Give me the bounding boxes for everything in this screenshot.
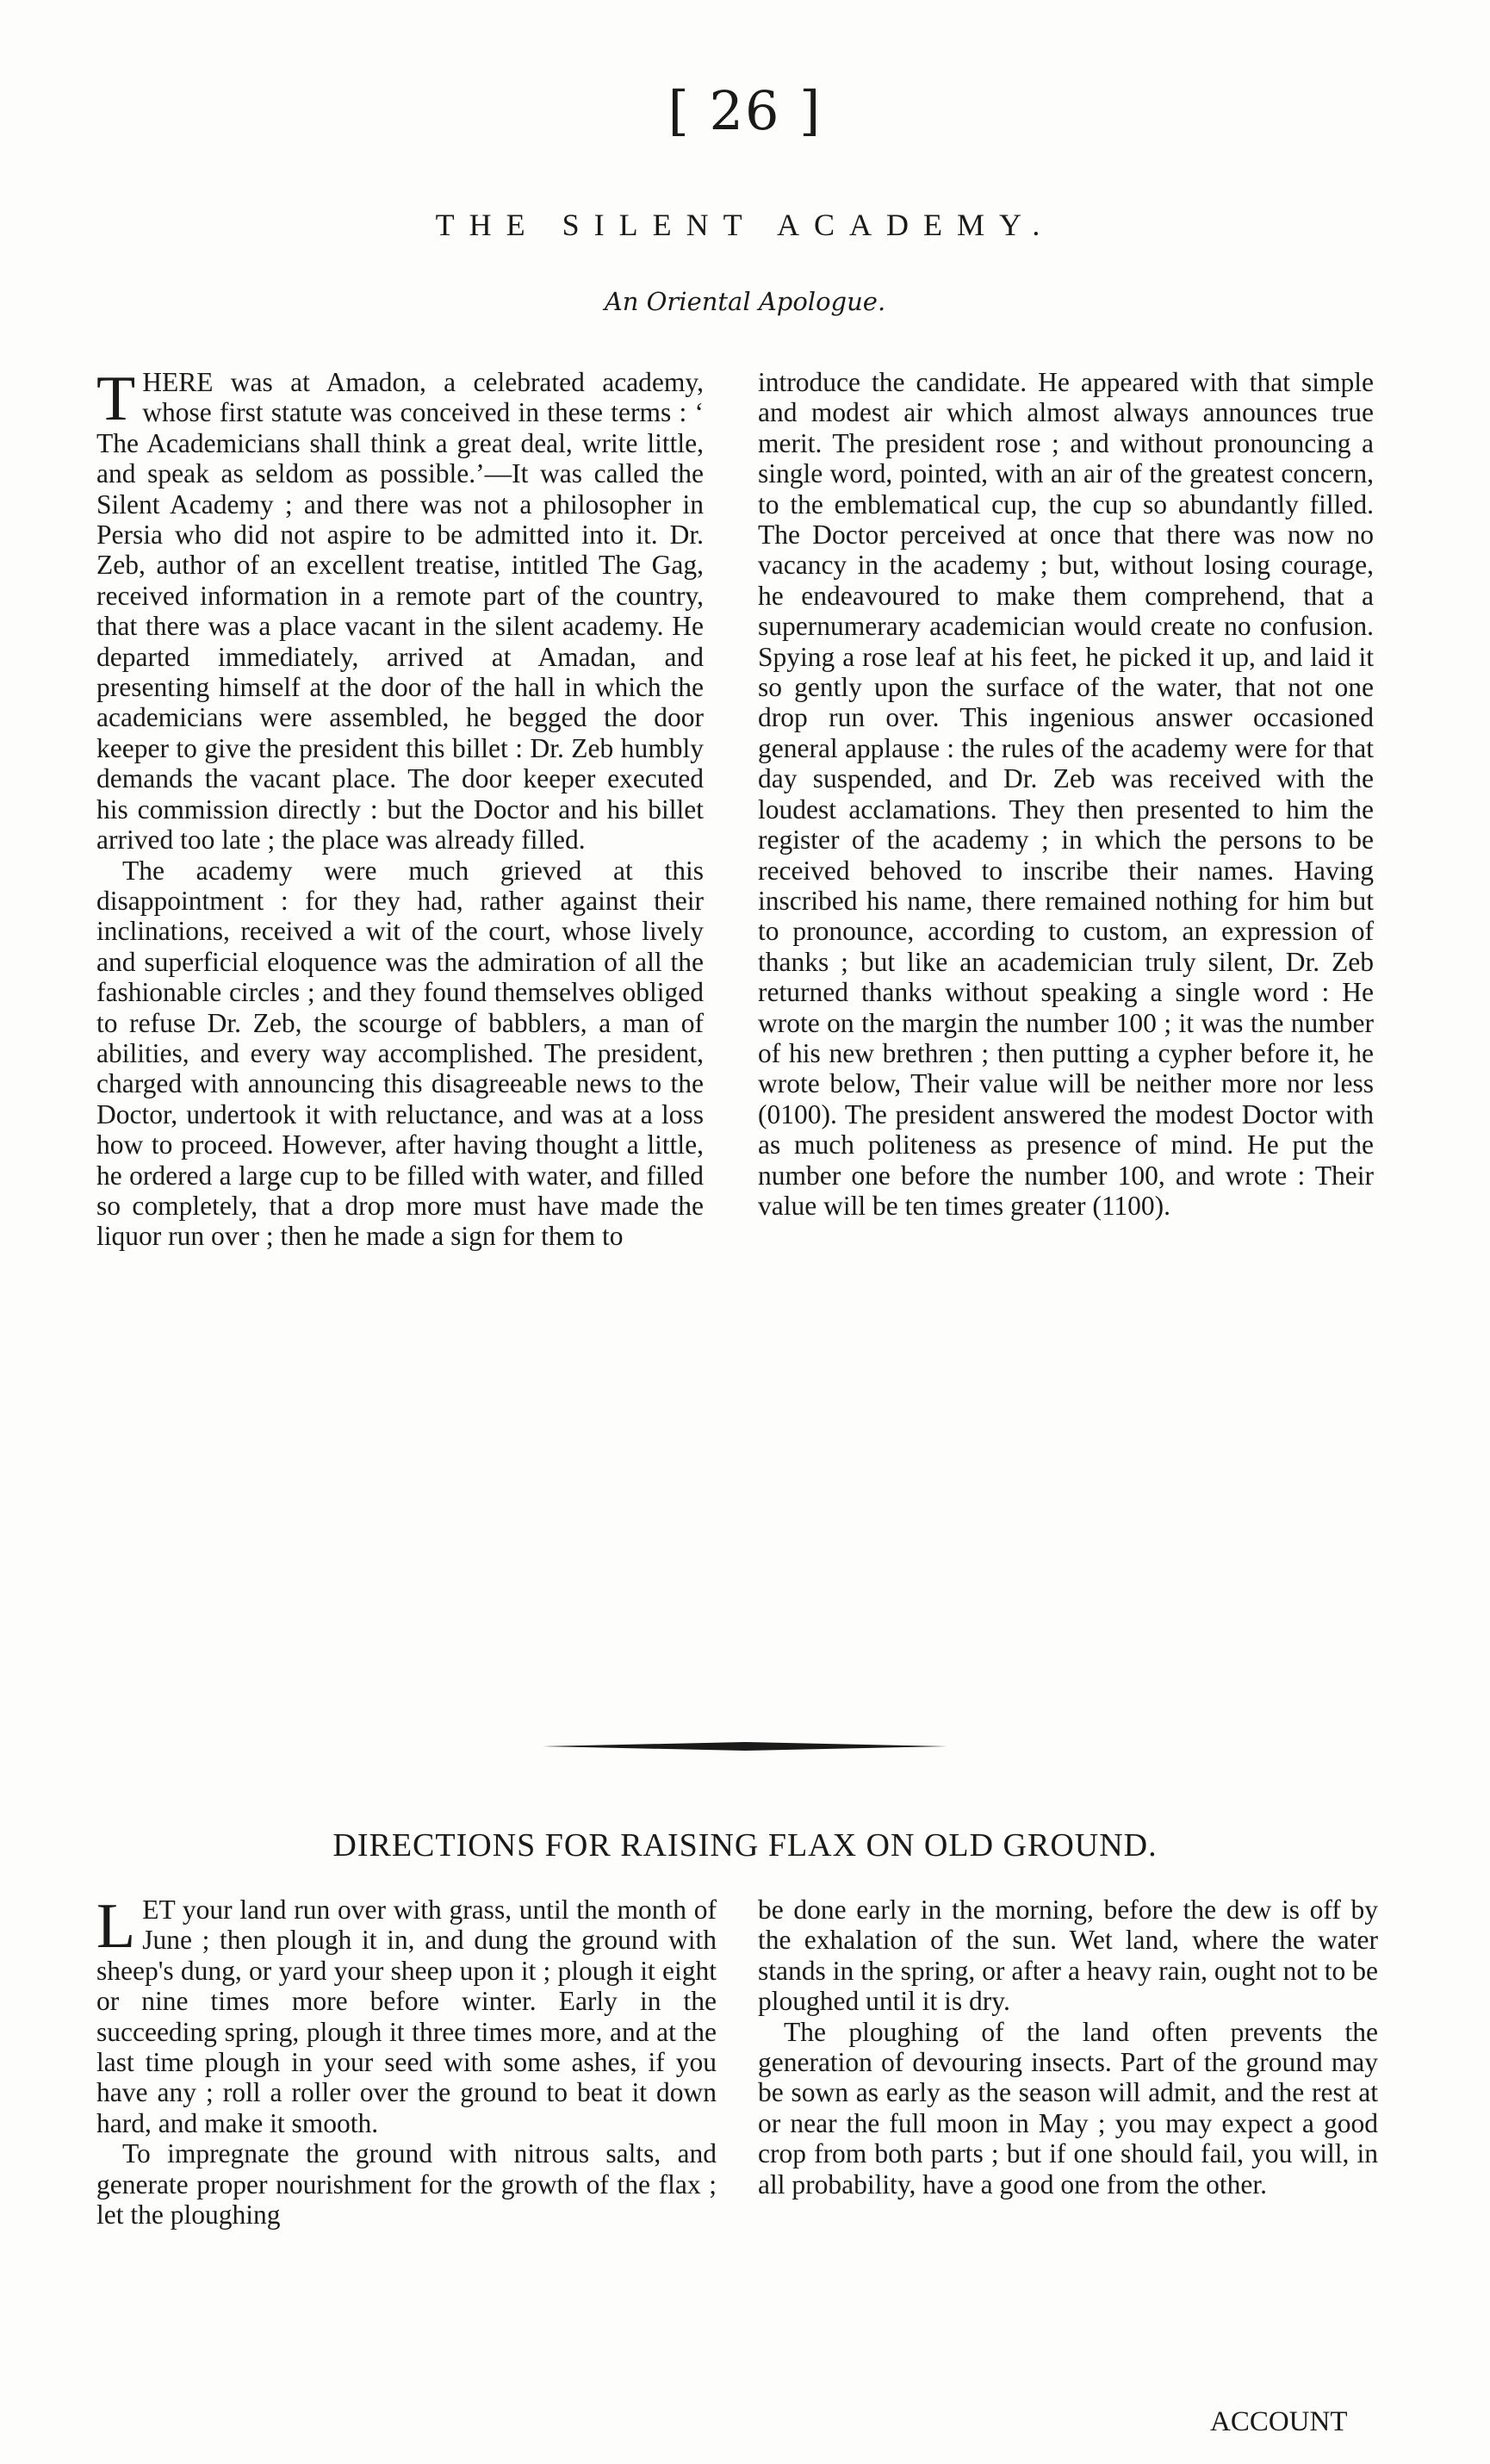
paragraph-text: The ploughing of the land often prevents the generation of devouring insects. Part of the ground may be sown as early as the season will admit, and the rest at or near the full moon in May ; you may expect a good crop from both parts ; but if one should fail, you will, in all probability, have a good one from the other. bbox=[758, 2016, 1378, 2200]
article-column-right bbox=[758, 367, 1374, 1221]
paragraph-text: To impregnate the ground with nitrous salts, and generate proper nourishment for the growth of the flax ; let the ploughing bbox=[96, 2138, 717, 2231]
paragraph-text: HERE was at Amadon, a celebrated academy, whose first statute was conceived in these terms : ‘ The Academicians shall think a great deal, write little, and speak as seldom as possible.’—It was called the Silent Academy ; and there was not a philosopher in Persia who did not aspire to be admitted into it. Dr. Zeb, author of an excellent treatise, intitled The Gag, received information in a remote part of the country, that there was a place vacant in the silent academy. He departed immediately, arrived at Amadan, and presenting himself at the door of the hall in which the academicians were assembled, he begged the door keeper to give the president this billet : Dr. Zeb humbly demands the vacant place. The door keeper executed his commission directly : but the Doctor and his billet arrived too late ; the place was already filled. bbox=[96, 367, 704, 856]
flax-paragraph-2-continued bbox=[758, 1895, 1378, 2017]
flax-column-right bbox=[758, 1895, 1378, 2200]
paragraph-text: introduce the candidate. He appeared with that simple and modest air which almost always announces true merit. The president rose ; and without pronouncing a single word, pointed, with an air of the greatest concern, to the emblematical cup, the cup so abundantly filled. The Doctor perceived at once that there was now no vacancy in the academy ; but, without losing courage, he endeavoured to make them comprehend, that a supernumerary academician would create no confusion. Spying a rose leaf at his feet, he picked it up, and laid it so gently upon the surface of the water, that not one drop run over. This ingenious answer occasioned general applause : the rules of the academy were for that day suspended, and Dr. Zeb was received with the loudest acclamations. They then presented to him the register of the academy ; in which the persons to be received behoved to inscribe their names. Having inscribed his name, there remained nothing for him but to pronounce, according to custom, an expression of thanks ; but like an academician truly silent, Dr. Zeb returned thanks without speaking a single word : He wrote on the margin the number 100 ; it was the number of his new brethren ; then putting a cypher before it, he wrote below, Their value will be neither more nor less (0100). The president answered the modest Doctor with as much politeness as presence of mind. He put the number one before the number 100, and wrote : Their value will be ten times greater (1100). bbox=[758, 367, 1374, 1221]
article-paragraph-1 bbox=[96, 364, 704, 856]
article-title: THE SILENT ACADEMY. bbox=[435, 208, 1055, 242]
section-title: DIRECTIONS FOR RAISING FLAX ON OLD GROUND. bbox=[332, 1827, 1158, 1864]
catchword: ACCOUNT bbox=[1210, 2406, 1348, 2437]
article-paragraph-2-continued bbox=[758, 367, 1374, 1221]
section-divider bbox=[543, 1742, 947, 1751]
article-subtitle: An Oriental Apologue. bbox=[604, 287, 886, 316]
paragraph-text: be done early in the morning, before the dew is off by the exhalation of the sun. Wet land, where the water stands in the spring, or after a heavy rain, ought not to be ploughed until it is dry. bbox=[758, 1895, 1378, 2017]
paragraph-text: ET your land run over with grass, until the month of June ; then plough it in, and dung the ground with sheep's dung, or yard your sheep upon it ; plough it eight or nine times more before winter. Early in the succeeding spring, plough it three times more, and at the last time plough in your seed with some ashes, if you have any ; roll a roller over the ground to beat it down hard, and make it smooth. bbox=[96, 1895, 717, 2138]
flax-paragraph-2 bbox=[96, 2138, 717, 2230]
flax-column-left bbox=[96, 1891, 717, 2231]
flax-paragraph-1 bbox=[96, 1891, 717, 2138]
article-paragraph-2 bbox=[96, 856, 704, 1252]
paragraph-text: The academy were much grieved at this disappointment : for they had, rather against their inclinations, received a wit of the court, whose lively and superficial eloquence was the admiration of all the fashionable circles ; and they found themselves obliged to refuse Dr. Zeb, the scourge of babblers, a man of abilities, and every way accomplished. The president, charged with announcing this disagreeable news to the Doctor, undertook it with reluctance, and was at a loss how to proceed. However, after having thought a little, he ordered a large cup to be filled with water, and filled so completely, that a drop more must have made the liquor run over ; then he made a sign for them to bbox=[96, 855, 704, 1252]
article-column-left bbox=[96, 364, 704, 1252]
flax-paragraph-3 bbox=[758, 2017, 1378, 2200]
page-number: [ 26 ] bbox=[667, 79, 823, 142]
drop-cap: T bbox=[96, 364, 136, 434]
drop-cap: L bbox=[96, 1891, 136, 1962]
